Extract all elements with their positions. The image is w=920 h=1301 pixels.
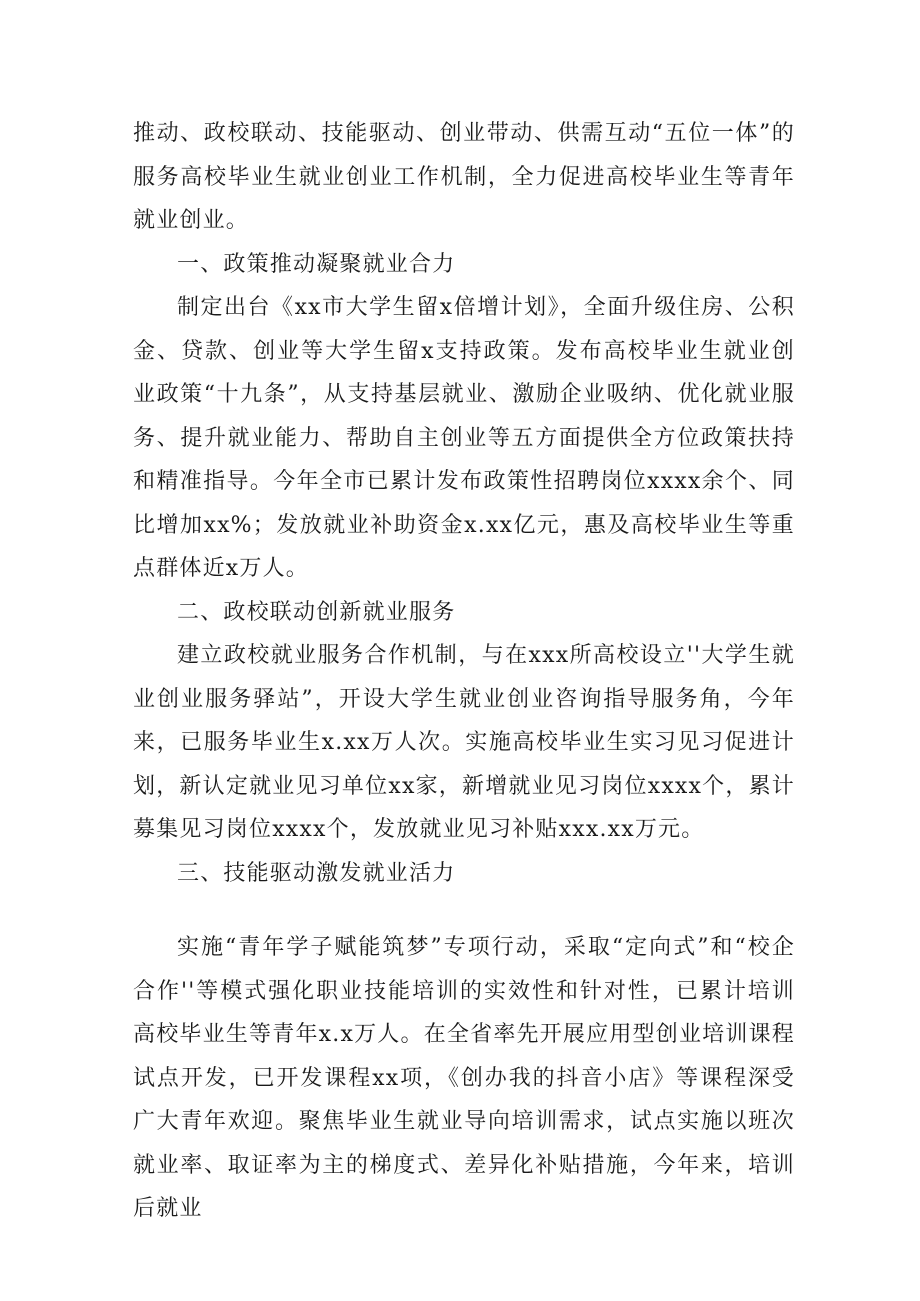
section-heading-3: 三、技能驱动激发就业活力 (177, 860, 456, 886)
intro-continuation: 推动、政校联动、技能驱动、创业带动、供需互动“五位一体”的服务高校毕业生就业创业工作机制，全力促进高校毕业生等青年就业创业。 (133, 121, 795, 233)
document-text-upper (133, 112, 795, 895)
section-heading-1: 一、政策推动凝聚就业合力 (177, 251, 456, 277)
document-text-lower (133, 926, 795, 1231)
section-body-2: 建立政校就业服务合作机制，与在xxx所高校设立''大学生就业创业服务驿站”，开设大学生就业创业咨询指导服务角，今年来，已服务毕业生x.xx万人次。实施高校毕业生实习见习促进计划，新认定就业见习单位xx家，新增就业见习岗位xxxx个，累计募集见习岗位xxxx个，发放就业见习补贴xxx.xx万元。 (133, 643, 795, 842)
section-body-1: 制定出台《xx市大学生留x倍增计划》，全面升级住房、公积金、贷款、创业等大学生留x支持政策。发布高校毕业生就业创业政策“十九条”，从支持基层就业、激励企业吸纳、优化就业服务、提升就业能力、帮助自主创业等五方面提供全方位政策扶持和精准指导。今年全市已累计发布政策性招聘岗位xxxx余个、同比增加xx%；发放就业补助资金x.xx亿元，惠及高校毕业生等重点群体近x万人。 (133, 295, 795, 581)
section-heading-2: 二、政校联动创新就业服务 (177, 599, 456, 625)
section-body-3: 实施“青年学子赋能筑梦”专项行动，采取“定向式”和“校企合作''等模式强化职业技能培训的实效性和针对性，已累计培训高校毕业生等青年x.x万人。在全省率先开展应用型创业培训课程试点开发，已开发课程xx项，《创办我的抖音小店》等课程深受广大青年欢迎。聚焦毕业生就业导向培训需求，试点实施以班次就业率、取证率为主的梯度式、差异化补贴措施，今年来，培训后就业 (133, 935, 795, 1221)
